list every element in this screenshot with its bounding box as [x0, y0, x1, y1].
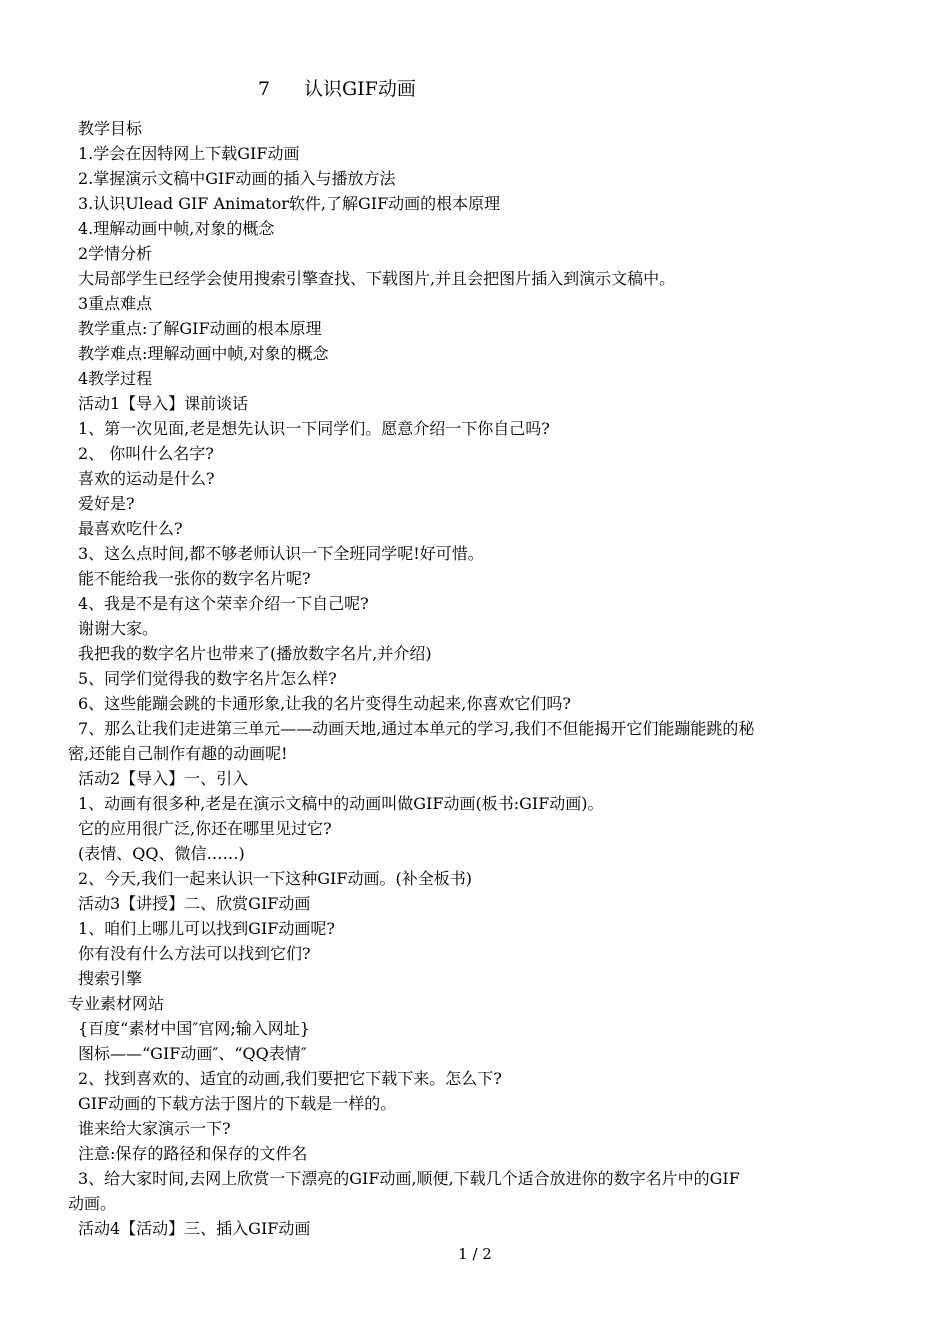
goal-item: 4.理解动画中帧,对象的概念: [78, 219, 275, 238]
text-line: 图标——“GIF动画″、“QQ表情″: [78, 1044, 307, 1063]
goal-item: 3.认识Ulead GIF Animator软件,了解GIF动画的根本原理: [78, 194, 501, 213]
text-line: 谁来给大家演示一下?: [78, 1119, 231, 1138]
activity-heading: 活动4【活动】三、插入GIF动画: [78, 1219, 311, 1238]
text-line: 7、那么让我们走进第三单元——动画天地,通过本单元的学习,我们不但能揭开它们能蹦能跳的秘: [78, 719, 755, 738]
text-line: 能不能给我一张你的数字名片呢?: [78, 569, 311, 588]
text-line: 搜索引擎: [78, 969, 143, 988]
activity-heading: 活动3【讲授】二、欣赏GIF动画: [78, 894, 311, 913]
text-line: 3、给大家时间,去网上欣赏一下漂亮的GIF动画,顺便,下载几个适合放进你的数字名片中的GIF: [78, 1169, 740, 1188]
text-line: 2、 你叫什么名字?: [78, 444, 214, 463]
page-number: 1 / 2: [458, 1245, 492, 1263]
text-line: 谢谢大家。: [78, 619, 159, 638]
activity-heading: 活动1【导入】课前谈话: [78, 394, 249, 413]
text-line: 3、这么点时间,都不够老师认识一下全班同学呢!好可惜。: [78, 544, 484, 563]
heading-key-points: 3重点难点: [78, 294, 153, 313]
text-line: 你有没有什么方法可以找到它们?: [78, 944, 311, 963]
text-line: 4、我是不是有这个荣幸介绍一下自己呢?: [78, 594, 369, 613]
heading-teaching-goals: 教学目标: [78, 119, 143, 138]
text-line: 我把我的数字名片也带来了(播放数字名片,并介绍): [78, 644, 432, 663]
text-line-continued: 动画。: [68, 1194, 117, 1213]
text-line: 大局部学生已经学会使用搜索引擎查找、下载图片,并且会把图片插入到演示文稿中。: [78, 269, 676, 288]
text-line: 6、这些能蹦会跳的卡通形象,让我的名片变得生动起来,你喜欢它们吗?: [78, 694, 571, 713]
lesson-title: 认识GIF动画: [304, 78, 416, 100]
document-body: [68, 116, 888, 1241]
text-line: 5、同学们觉得我的数字名片怎么样?: [78, 669, 337, 688]
text-line: 喜欢的运动是什么?: [78, 469, 215, 488]
text-line: 它的应用很广泛,你还在哪里见过它?: [78, 819, 332, 838]
text-line: {百度“素材中国″官网;输入网址}: [78, 1019, 310, 1038]
text-line: 教学重点:了解GIF动画的根本原理: [78, 319, 322, 338]
text-line-continued: 密,还能自己制作有趣的动画呢!: [68, 744, 288, 763]
goal-item: 1.学会在因特网上下载GIF动画: [78, 144, 300, 163]
text-line: 最喜欢吃什么?: [78, 519, 183, 538]
heading-student-analysis: 2学情分析: [78, 244, 153, 263]
text-line: 注意:保存的路径和保存的文件名: [78, 1144, 308, 1163]
text-line: 爱好是?: [78, 494, 135, 513]
text-line: 1、第一次见面,老是想先认识一下同学们。愿意介绍一下你自己吗?: [78, 419, 550, 438]
document-title: [258, 76, 416, 102]
text-line: (表情、QQ、微信……): [78, 844, 245, 863]
lesson-number: 7: [258, 78, 271, 100]
text-line: 2、今天,我们一起来认识一下这种GIF动画。(补全板书): [78, 869, 472, 888]
text-line: 专业素材网站: [68, 994, 165, 1013]
activity-heading: 活动2【导入】一、引入: [78, 769, 249, 788]
goal-item: 2.掌握演示文稿中GIF动画的插入与播放方法: [78, 169, 396, 188]
text-line: 1、咱们上哪儿可以找到GIF动画呢?: [78, 919, 335, 938]
text-line: 2、找到喜欢的、适宜的动画,我们要把它下载下来。怎么下?: [78, 1069, 502, 1088]
text-line: 教学难点:理解动画中帧,对象的概念: [78, 344, 329, 363]
text-line: GIF动画的下载方法于图片的下载是一样的。: [78, 1094, 397, 1113]
text-line: 1、动画有很多种,老是在演示文稿中的动画叫做GIF动画(板书:GIF动画)。: [78, 794, 604, 813]
heading-teaching-process: 4教学过程: [78, 369, 153, 388]
